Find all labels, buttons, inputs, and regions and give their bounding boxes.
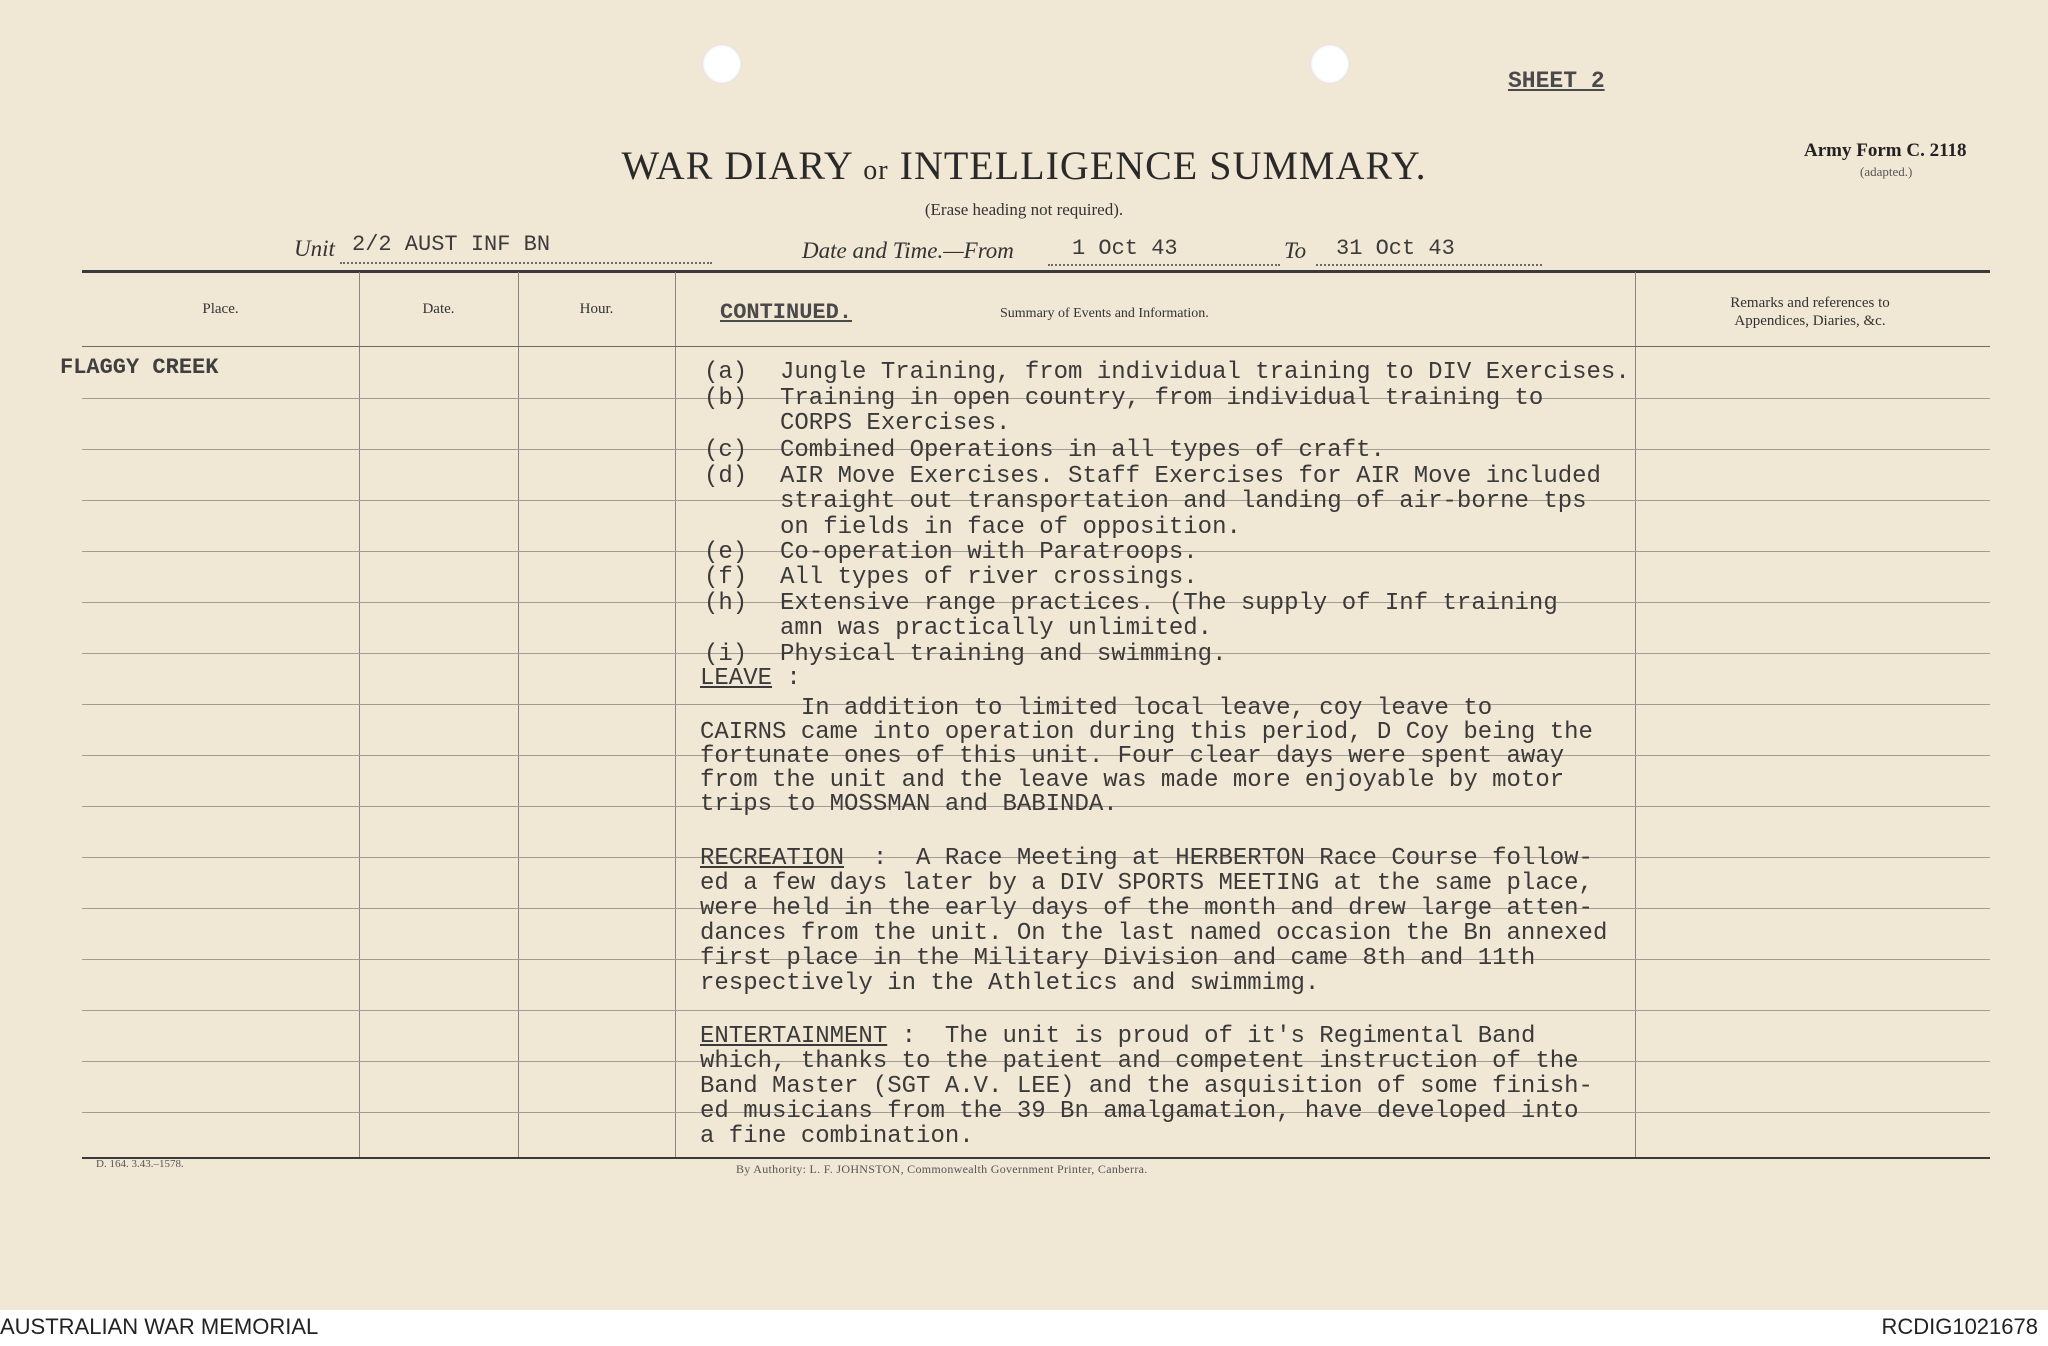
column-divider-place — [359, 272, 360, 1157]
document-subtitle: (Erase heading not required). — [924, 200, 1124, 219]
date-from-dotline — [1048, 264, 1280, 266]
unit-label: Unit — [294, 236, 335, 261]
date-label: Date and Time.—From — [802, 238, 1014, 263]
remarks-header-line1: Remarks and references to — [1730, 295, 1890, 311]
archive-id: RCDIG1021678 — [1881, 1314, 2038, 1339]
column-header-remarks — [1640, 294, 1980, 330]
print-code: D. 164. 3.43.–1578. — [96, 1158, 184, 1170]
date-from: 1 Oct 43 — [1072, 236, 1178, 261]
training-item: (a) Jungle Training, from individual training to DIV Exercises. — [704, 359, 1630, 386]
leave-line: In addition to limited local leave, coy leave to — [700, 695, 1493, 722]
column-divider-date — [518, 272, 519, 1157]
recreation-first-line: RECREATION : A Race Meeting at HERBERTON Race Course follow- — [700, 845, 1593, 872]
header-row-rule — [82, 346, 1990, 347]
recreation-line: respectively in the Athletics and swimmimg. — [700, 970, 1320, 997]
date-to-dotline — [1316, 264, 1542, 266]
form-note: (adapted.) — [1860, 164, 1913, 179]
punch-hole-right — [1310, 44, 1350, 84]
training-item: CORPS Exercises. — [780, 410, 1011, 437]
recreation-line: ed a few days later by a DIV SPORTS MEETING at the same place, — [700, 870, 1593, 897]
continued-label: CONTINUED. — [720, 300, 853, 325]
leave-heading: LEAVE — [700, 665, 773, 692]
place-entry: FLAGGY CREEK — [60, 355, 219, 380]
leave-line: CAIRNS came into operation during this period, D Coy being the — [700, 719, 1593, 746]
recreation-line: were held in the early days of the month and drew large atten- — [700, 895, 1593, 922]
recreation-line: dances from the unit. On the last named occasion the Bn annexed — [700, 920, 1608, 947]
unit-value: 2/2 AUST INF BN — [352, 232, 551, 257]
training-item: (e) Co-operation with Paratroops. — [704, 539, 1198, 566]
date-to: 31 Oct 43 — [1336, 236, 1455, 261]
column-header-place: Place. — [202, 301, 239, 317]
remarks-header-line2: Appendices, Diaries, &c. — [1734, 313, 1886, 329]
column-divider-hour — [675, 272, 676, 1157]
training-item: on fields in face of opposition. — [780, 514, 1241, 541]
document-title — [0, 142, 2048, 189]
training-item: (c) Combined Operations in all types of craft. — [704, 437, 1385, 464]
column-header-hour: Hour. — [579, 301, 614, 317]
column-divider-summary — [1635, 272, 1636, 1157]
title-part2: INTELLIGENCE SUMMARY. — [899, 143, 1427, 188]
punch-hole-left — [702, 44, 742, 84]
column-header-date: Date. — [422, 301, 455, 317]
training-item: straight out transportation and landing of air-borne tps — [780, 488, 1587, 515]
unit-dotline — [340, 262, 712, 264]
entertainment-line: ed musicians from the 39 Bn amalgamation, have developed into — [700, 1098, 1579, 1125]
entertainment-heading: ENTERTAINMENT — [700, 1023, 888, 1050]
leave-heading-line: LEAVE : — [700, 665, 801, 692]
column-header-summary: Summary of Events and Information. — [1000, 306, 1209, 321]
recreation-heading: RECREATION — [700, 845, 845, 872]
form-number: Army Form C. 2118 — [1804, 140, 1967, 161]
table-top-rule — [82, 270, 1990, 273]
recreation-line: first place in the Military Division and came 8th and 11th — [700, 945, 1536, 972]
printer-authority: By Authority: L. F. JOHNSTON, Commonwealth Government Printer, Canberra. — [736, 1162, 1148, 1176]
entertainment-line: a fine combination. — [700, 1123, 974, 1150]
leave-line: trips to MOSSMAN and BABINDA. — [700, 791, 1118, 818]
training-item: (d) AIR Move Exercises. Staff Exercises for AIR Move included — [704, 463, 1601, 490]
leave-line: from the unit and the leave was made more enjoyable by motor — [700, 767, 1565, 794]
training-item: amn was practically unlimited. — [780, 615, 1213, 642]
table-bottom-rule — [82, 1157, 1990, 1159]
to-label: To — [1284, 238, 1307, 263]
archive-credit: AUSTRALIAN WAR MEMORIAL — [0, 1314, 319, 1339]
training-item: (f) All types of river crossings. — [704, 564, 1198, 591]
training-item: (i) Physical training and swimming. — [704, 641, 1227, 668]
entertainment-line: Band Master (SGT A.V. LEE) and the asquisition of some finish- — [700, 1073, 1593, 1100]
title-part1: WAR DIARY — [621, 143, 853, 188]
entertainment-line: which, thanks to the patient and competent instruction of the — [700, 1048, 1579, 1075]
entertainment-first-line: ENTERTAINMENT : The unit is proud of it's Regimental Band — [700, 1023, 1536, 1050]
ruled-line — [82, 1010, 1990, 1011]
leave-line: fortunate ones of this unit. Four clear days were spent away — [700, 743, 1565, 770]
title-or: or — [863, 155, 889, 186]
sheet-number: SHEET 2 — [1508, 68, 1605, 94]
training-item: (h) Extensive range practices. (The supply of Inf training — [704, 590, 1558, 617]
training-item: (b) Training in open country, from individual training to — [704, 385, 1544, 412]
